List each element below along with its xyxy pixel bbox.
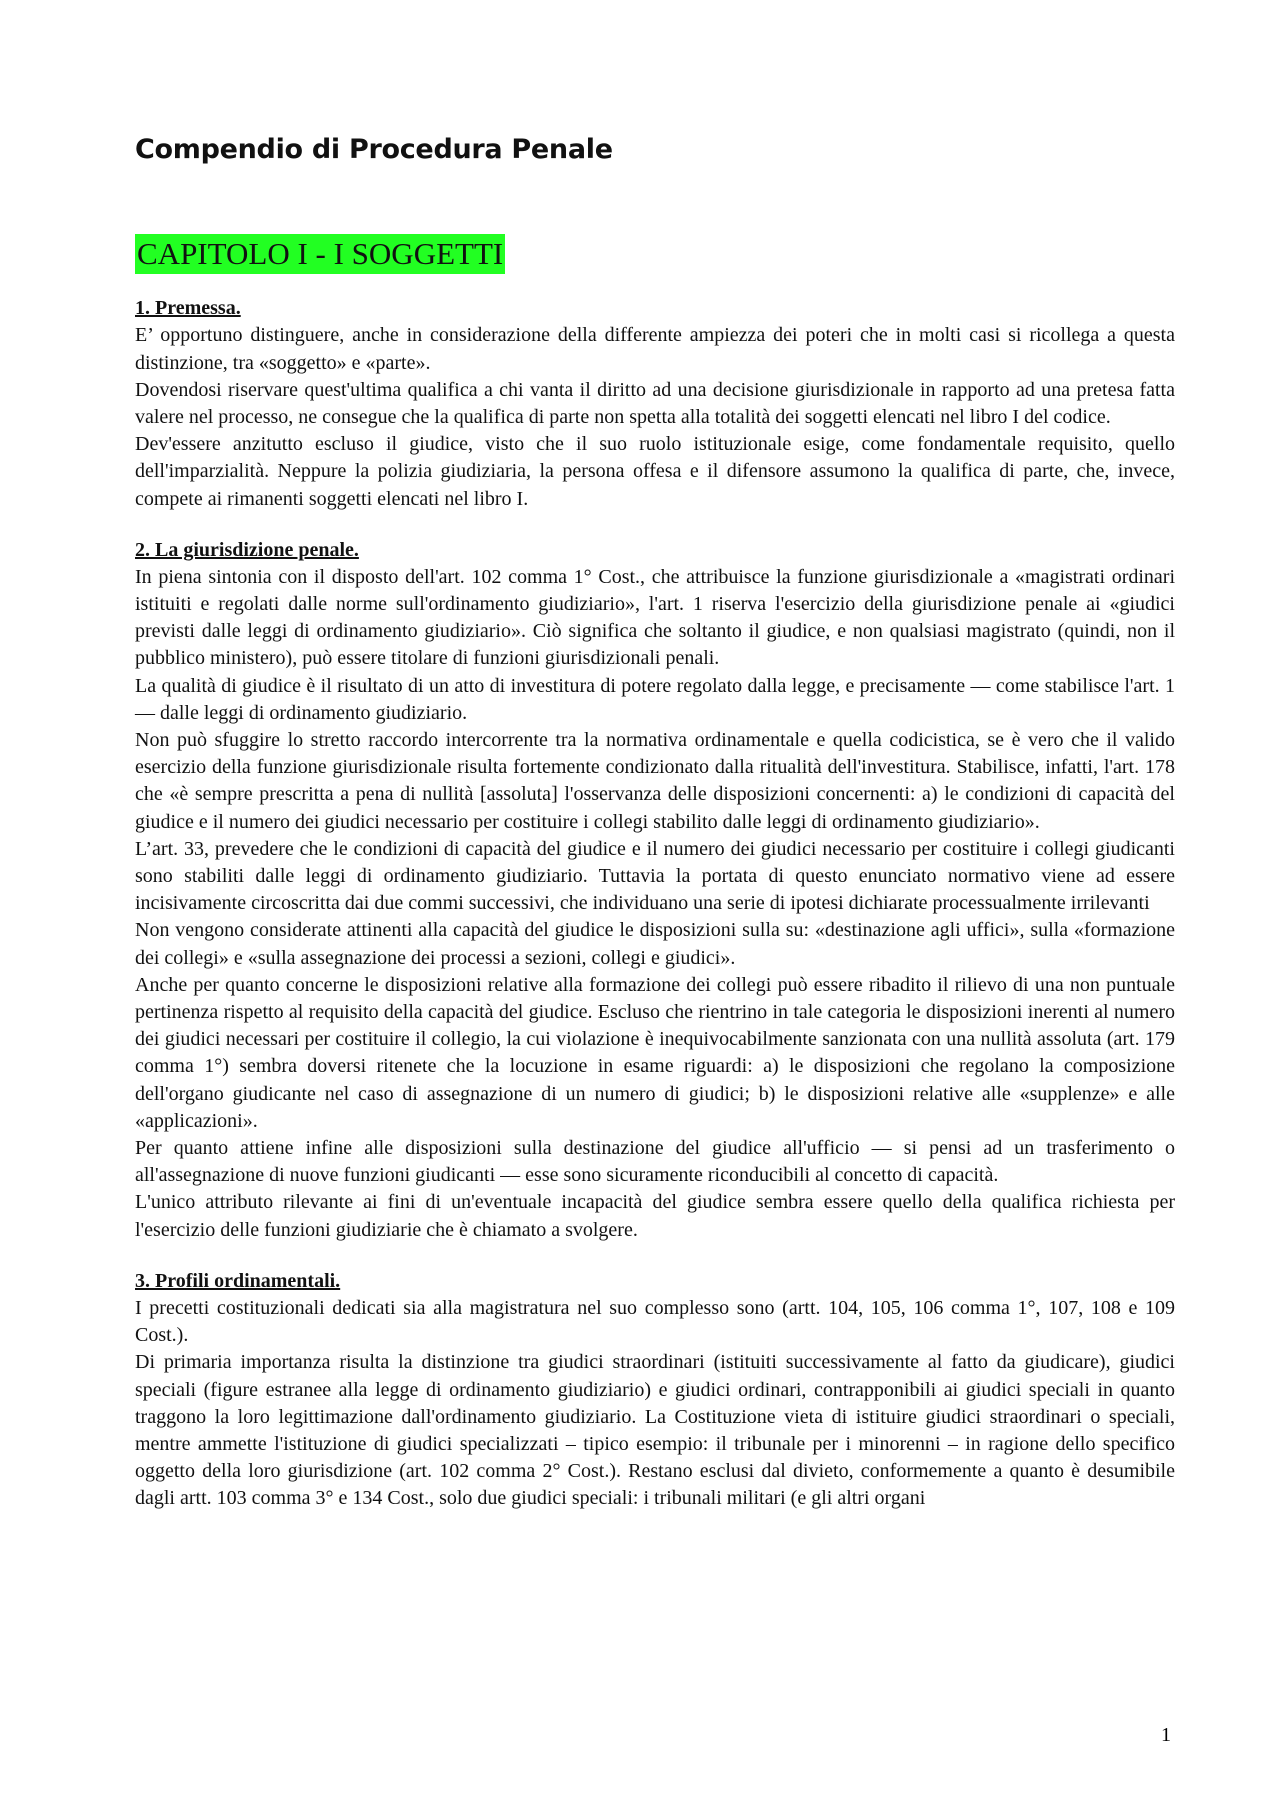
paragraph: L’art. 33, prevedere che le condizioni di capacità del giudice e il numero dei giudici necessario per costituire i collegi giudicanti sono stabiliti dalle leggi di ordinamento giudiziario. Tuttavia la portata di questo enunciato normativo viene ad essere incisivamente circoscritta dai due commi successivi, che individuano una serie di ipotesi dichiarate processualmente irrilevanti (135, 837, 1175, 915)
section-premessa (135, 295, 1175, 512)
paragraph: Non vengono considerate attinenti alla capacità del giudice le disposizioni sulla su: «destinazione agli uffici», sulla «formazione dei collegi» e «sulla assegnazione dei processi a sezioni, collegi e giudici». (135, 919, 1175, 969)
chapter-heading-wrapper (135, 234, 1175, 274)
chapter-heading: CAPITOLO I - I SOGGETTI (135, 234, 505, 274)
section-giurisdizione-penale (135, 537, 1175, 1244)
paragraph: L'unico attributo rilevante ai fini di un'eventuale incapacità del giudice sembra essere quello della qualifica richiesta per l'esercizio delle funzioni giudiziarie che è chiamato a svolgere. (135, 1191, 1175, 1241)
section-heading: 1. Premessa. (135, 297, 241, 320)
paragraph: I precetti costituzionali dedicati sia alla magistratura nel suo complesso sono (artt. 104, 105, 106 comma 1°, 107, 108 e 109 Cost.). (135, 1296, 1175, 1347)
paragraph: In piena sintonia con il disposto dell'art. 102 comma 1° Cost., che attribuisce la funzione giurisdizionale a «magistrati ordinari istituiti e regolati dalle norme sull'ordinamento giudiziario», l'art. 1 riserva l'esercizio della giurisdizione penale ai «giudici previsti dalle leggi di ordinamento giudiziario». Ciò significa che soltanto il giudice, e non qualsiasi magistrato (quindi, non il pubblico ministero), può essere titolare di funzioni giurisdizionali penali. (135, 565, 1175, 670)
paragraph: Di primaria importanza risulta la distinzione tra giudici straordinari (istituiti successivamente al fatto da giudicare), giudici speciali (figure estranee alla legge di ordinamento giudiziario) e giudici ordinari, contrapponibili ai giudici speciali in quanto traggono la loro legittimazione dall'ordinamento giudiziario. La Costituzione vieta di istituire giudici straordinari o speciali, mentre ammette l'istituzione di giudici specializzati – tipico esempio: il tribunale per i minorenni – in ragione dello specifico oggetto della loro giurisdizione (art. 102 comma 2° Cost.). Restano esclusi dal divieto, conformemente a quanto è desumibile dagli artt. 103 comma 3° e 134 Cost., solo due giudici speciali: i tribunali militari (e gli altri organi (135, 1351, 1175, 1510)
document-title: Compendio di Procedura Penale (135, 134, 613, 165)
section-heading: 3. Profili ordinamentali. (135, 1269, 341, 1292)
page-content (135, 134, 1175, 1513)
section-heading: 2. La giurisdizione penale. (135, 538, 359, 561)
paragraph: Anche per quanto concerne le disposizioni relative alla formazione dei collegi può essere ribadito il rilievo di una non puntuale pertinenza rispetto al requisito della capacità del giudice. Escluso che rientrino in tale categoria le disposizioni inerenti al numero dei giudici necessari per costituire il collegio, la cui violazione è inequivocabilmente sanzionata con una nullità assoluta (art. 179 comma 1°) sembra doversi ritenete che la locuzione in esame riguardi: a) le disposizioni che regolano la composizione dell'organo giudicante nel caso di assegnazione di un numero di giudici; b) le disposizioni relative alle «supplenze» e alle «applicazioni». (135, 973, 1175, 1132)
paragraph: Dev'essere anzitutto escluso il giudice, visto che il suo ruolo istituzionale esige, come fondamentale requisito, quello dell'imparzialità. Neppure la polizia giudiziaria, la persona offesa e il difensore assumono la qualifica di parte, che, invece, compete ai rimanenti soggetti elencati nel libro I. (135, 433, 1175, 510)
paragraph: Per quanto attiene infine alle disposizioni sulla destinazione del giudice all'ufficio — si pensi ad un trasferimento o all'assegnazione di nuove funzioni giudicanti — esse sono sicuramente riconducibili al concetto di capacità. (135, 1137, 1175, 1187)
paragraph: Non può sfuggire lo stretto raccordo intercorrente tra la normativa ordinamentale e quella codicistica, se è vero che il valido esercizio della funzione giurisdizionale risulta fortemente condizionato dalla ritualità dell'investitura. Stabilisce, infatti, l'art. 178 che «è sempre prescritta a pena di nullità [assoluta] l'osservanza delle disposizioni concernenti: a) le condizioni di capacità del giudice e il numero dei giudici necessario per costituire i collegi stabilito dalle leggi di ordinamento giudiziario». (135, 729, 1175, 833)
page-number: 1 (1161, 1724, 1171, 1746)
paragraph: Dovendosi riservare quest'ultima qualifica a chi vanta il diritto ad una decisione giurisdizionale in rapporto ad una pretesa fatta valere nel processo, ne consegue che la qualifica di parte non spetta alla totalità dei soggetti elencati nel libro I del codice. (135, 378, 1175, 428)
paragraph: La qualità di giudice è il risultato di un atto di investitura di potere regolato dalla legge, e precisamente — come stabilisce l'art. 1 — dalle leggi di ordinamento giudiziario. (135, 674, 1175, 724)
paragraph: E’ opportuno distinguere, anche in considerazione della differente ampiezza dei poteri che in molti casi si ricollega a questa distinzione, tra «soggetto» e «parte». (135, 324, 1175, 374)
section-profili-ordinamentali (135, 1268, 1175, 1513)
